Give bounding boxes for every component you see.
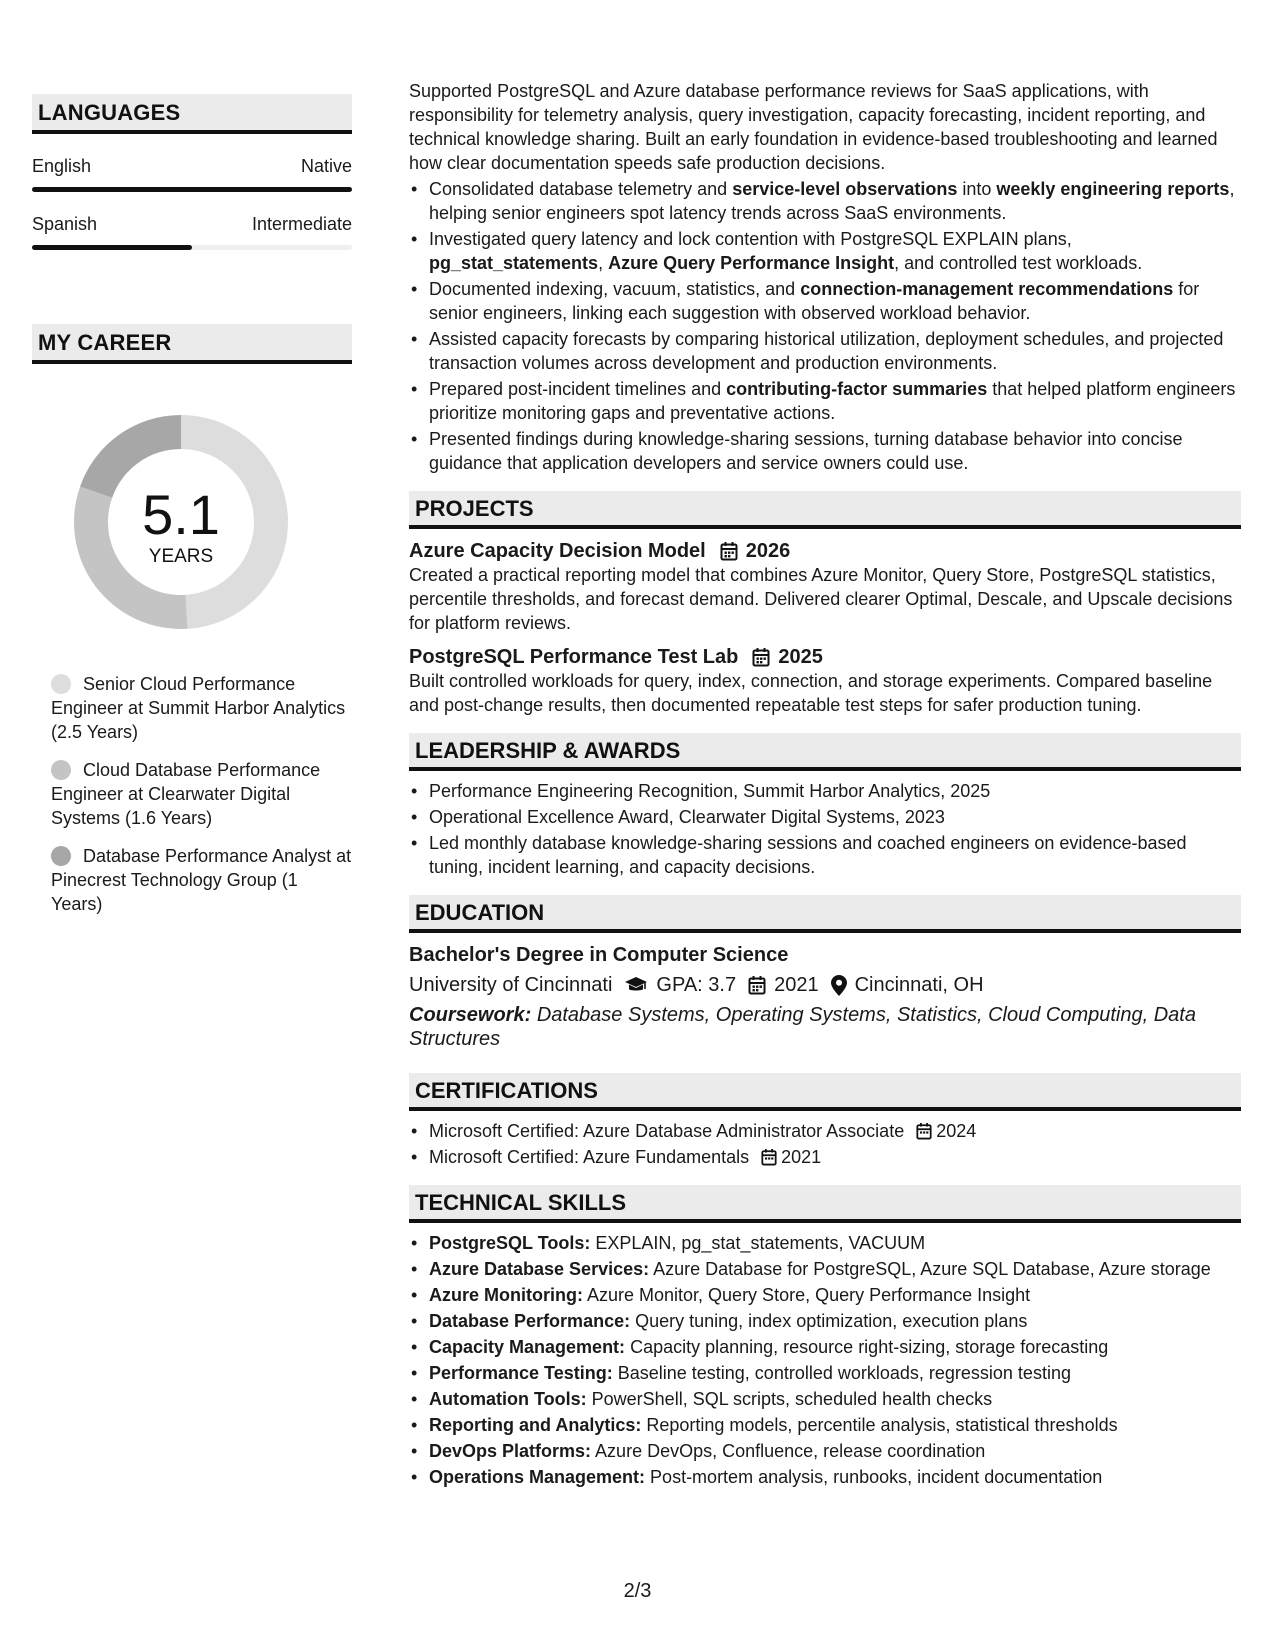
- career-total-years: 5.1: [142, 483, 220, 546]
- skill-value: Query tuning, index optimization, execution plans: [630, 1311, 1028, 1331]
- bullet-text: ,: [598, 253, 609, 273]
- skill-label: Azure Monitoring:: [429, 1285, 583, 1305]
- experience-bullet: [429, 427, 1241, 475]
- skill-item: [429, 1465, 1241, 1489]
- list-item: • Led monthly database knowledge-sharing sessions and coached engineers on evidence-based tuning, incident learning, and capacity decisions.: [429, 831, 1241, 879]
- career-item-text: Senior Cloud Performance Engineer at Summit Harbor Analytics (2.5 Years): [51, 674, 346, 742]
- education-meta: [409, 973, 1241, 997]
- skill-value: Baseline testing, controlled workloads, regression testing: [612, 1363, 1071, 1383]
- education-location: Cincinnati, OH: [854, 974, 984, 996]
- skill-value: Capacity planning, resource right-sizing, storage forecasting: [625, 1337, 1109, 1357]
- list-item: [429, 1119, 1241, 1143]
- school-name: University of Cincinnati: [409, 974, 613, 996]
- skill-item: [429, 1361, 1241, 1385]
- language-proficiency-fill: [32, 187, 352, 192]
- language-name: Spanish: [32, 214, 98, 234]
- experience-summary: Supported PostgreSQL and Azure database performance reviews for SaaS applications, with responsibility for telemetry analysis, query investigation, capacity forecasting, incident reporting, and technical knowledge sharing. Built an early foundation in evidence-based troubleshooting and learned how clear documentation speeds safe production decisions.: [409, 81, 1218, 173]
- cert-name: • Microsoft Certified: Azure Fundamentals: [429, 1147, 750, 1167]
- skill-value: EXPLAIN, pg_stat_statements, VACUUM: [590, 1233, 926, 1253]
- left-column: [32, 94, 352, 930]
- bullet-emphasis: service-level observations: [732, 179, 958, 199]
- career-item-text: Database Performance Analyst at Pinecrest Technology Group (1 Years): [51, 846, 352, 914]
- career-donut-chart: [67, 408, 295, 636]
- cert-year: 2024: [936, 1121, 977, 1141]
- bullet-text: Presented findings during knowledge-sharing sessions, turning database behavior into concise guidance that application developers and service owners could use.: [429, 429, 1183, 473]
- career-list: [32, 672, 352, 916]
- language-item: [32, 214, 352, 250]
- bullet-emphasis: pg_stat_statements: [429, 253, 599, 273]
- language-proficiency-bar: [32, 245, 352, 250]
- degree-title: Bachelor's Degree in Computer Science: [409, 944, 789, 966]
- skill-item: [429, 1309, 1241, 1333]
- project-year: 2025: [778, 646, 823, 668]
- skill-value: Azure Database for PostgreSQL, Azure SQL Database, Azure storage: [649, 1259, 1211, 1279]
- bullet-text: Documented indexing, vacuum, statistics, and: [429, 279, 801, 299]
- skill-label: PostgreSQL Tools:: [429, 1233, 591, 1253]
- bullet-text: Assisted capacity forecasts by comparing historical utilization, deployment schedules, and projected transaction volumes across development and production environments.: [429, 329, 1224, 373]
- bullet-text: , helping senior engineers spot latency trends across SaaS environments.: [429, 179, 1235, 223]
- project-description: Built controlled workloads for query, index, connection, and storage experiments. Compared baseline and post-change results, then documented repeatable test steps for safer production tuning.: [409, 671, 1213, 715]
- skill-label: Azure Database Services:: [429, 1259, 650, 1279]
- page-number: 2/3: [623, 1580, 652, 1602]
- skill-label: Reporting and Analytics:: [429, 1415, 642, 1435]
- skill-value: PowerShell, SQL scripts, scheduled health checks: [586, 1389, 993, 1409]
- skill-item: [429, 1283, 1241, 1307]
- skill-value: Azure DevOps, Confluence, release coordination: [591, 1441, 986, 1461]
- experience-bullet: [429, 377, 1241, 425]
- experience-bullet: [429, 177, 1241, 225]
- skill-item: [429, 1413, 1241, 1437]
- project-title: PostgreSQL Performance Test Lab: [409, 646, 739, 668]
- coursework: [409, 1003, 1241, 1051]
- skill-item: [429, 1257, 1241, 1281]
- bullet-emphasis: Azure Query Performance Insight: [608, 253, 895, 273]
- calendar-icon: [752, 647, 770, 667]
- calendar-icon: [916, 1122, 932, 1140]
- skill-item: [429, 1439, 1241, 1463]
- skill-item: [429, 1387, 1241, 1411]
- bullet-text: Prepared post-incident timelines and: [429, 379, 727, 399]
- projects-heading: PROJECTS: [409, 491, 1241, 529]
- graduation-year: 2021: [774, 974, 819, 996]
- coursework-list: Database Systems, Operating Systems, Statistics, Cloud Computing, Data Structures: [409, 1004, 1196, 1050]
- experience-bullet: [429, 277, 1241, 325]
- bullet-text: that helped platform engineers prioritize monitoring gaps and preventative actions.: [429, 379, 1236, 423]
- career-years-label: YEARS: [148, 546, 214, 567]
- certifications-list: [409, 1119, 1241, 1169]
- cert-name: • Microsoft Certified: Azure Database Administrator Associate: [429, 1121, 905, 1141]
- bullet-emphasis: connection-management recommendations: [800, 279, 1174, 299]
- career-item: [32, 844, 352, 916]
- skill-label: Performance Testing:: [429, 1363, 613, 1383]
- career-heading: MY CAREER: [32, 324, 352, 364]
- skill-label: Operations Management:: [429, 1467, 646, 1487]
- experience-bullets: [409, 177, 1241, 475]
- gpa: GPA: 3.7: [656, 974, 737, 996]
- bullet-emphasis: contributing-factor summaries: [726, 379, 988, 399]
- skill-value: Post-mortem analysis, runbooks, incident documentation: [645, 1467, 1103, 1487]
- career-item: [32, 758, 352, 830]
- language-name: English: [32, 156, 92, 176]
- language-proficiency-fill: [32, 245, 192, 250]
- skill-label: Automation Tools:: [429, 1389, 587, 1409]
- project-description: Created a practical reporting model that combines Azure Monitor, Query Store, PostgreSQL statistics, percentile thresholds, and forecast demand. Delivered clearer Optimal, Descale, and Upscale decisions for platform reviews.: [409, 565, 1233, 633]
- project-item: [409, 539, 1241, 635]
- skill-item: [429, 1231, 1241, 1255]
- project-item: [409, 645, 1241, 717]
- experience-bullet: [429, 227, 1241, 275]
- project-year: 2026: [745, 540, 791, 562]
- bullet-emphasis: weekly engineering reports: [996, 179, 1230, 199]
- language-proficiency-bar: [32, 187, 352, 192]
- skills-list: [409, 1231, 1241, 1489]
- list-item: [429, 1145, 1241, 1169]
- certifications-heading: CERTIFICATIONS: [409, 1073, 1241, 1111]
- project-title: Azure Capacity Decision Model: [409, 540, 706, 562]
- skills-heading: TECHNICAL SKILLS: [409, 1185, 1241, 1223]
- skill-item: [429, 1335, 1241, 1359]
- right-column: [409, 79, 1241, 1491]
- career-dot-icon: [51, 674, 71, 694]
- calendar-icon: [761, 1148, 777, 1166]
- bullet-text: Investigated query latency and lock contention with PostgreSQL EXPLAIN plans,: [429, 229, 1072, 249]
- experience-bullet: [429, 327, 1241, 375]
- skill-value: Reporting models, percentile analysis, statistical thresholds: [641, 1415, 1118, 1435]
- calendar-icon: [748, 975, 766, 995]
- language-level: Native: [300, 156, 352, 176]
- language-item: [32, 156, 352, 192]
- list-item: • Performance Engineering Recognition, Summit Harbor Analytics, 2025: [429, 779, 1241, 803]
- calendar-icon: [720, 541, 738, 561]
- bullet-text: into: [957, 179, 997, 199]
- career-dot-icon: [51, 846, 71, 866]
- career-item-text: Cloud Database Performance Engineer at Clearwater Digital Systems (1.6 Years): [51, 760, 321, 828]
- skill-label: Database Performance:: [429, 1311, 631, 1331]
- bullet-text: , and controlled test workloads.: [894, 253, 1143, 273]
- map-pin-icon: [831, 975, 847, 996]
- skill-label: DevOps Platforms:: [429, 1441, 592, 1461]
- leadership-list: [409, 779, 1241, 879]
- leadership-heading: LEADERSHIP & AWARDS: [409, 733, 1241, 771]
- languages-heading: LANGUAGES: [32, 94, 352, 134]
- skill-label: Capacity Management:: [429, 1337, 626, 1357]
- skill-value: Azure Monitor, Query Store, Query Performance Insight: [582, 1285, 1031, 1305]
- education-heading: EDUCATION: [409, 895, 1241, 933]
- coursework-label: Coursework:: [409, 1004, 532, 1026]
- bullet-text: Consolidated database telemetry and: [429, 179, 733, 199]
- language-level: Intermediate: [251, 214, 352, 234]
- list-item: • Operational Excellence Award, Clearwater Digital Systems, 2023: [429, 805, 1241, 829]
- cert-year: 2021: [781, 1147, 822, 1167]
- graduation-cap-icon: [624, 976, 648, 994]
- bullet-text: for senior engineers, linking each suggestion with observed workload behavior.: [429, 279, 1200, 323]
- career-dot-icon: [51, 760, 71, 780]
- career-item: [32, 672, 352, 744]
